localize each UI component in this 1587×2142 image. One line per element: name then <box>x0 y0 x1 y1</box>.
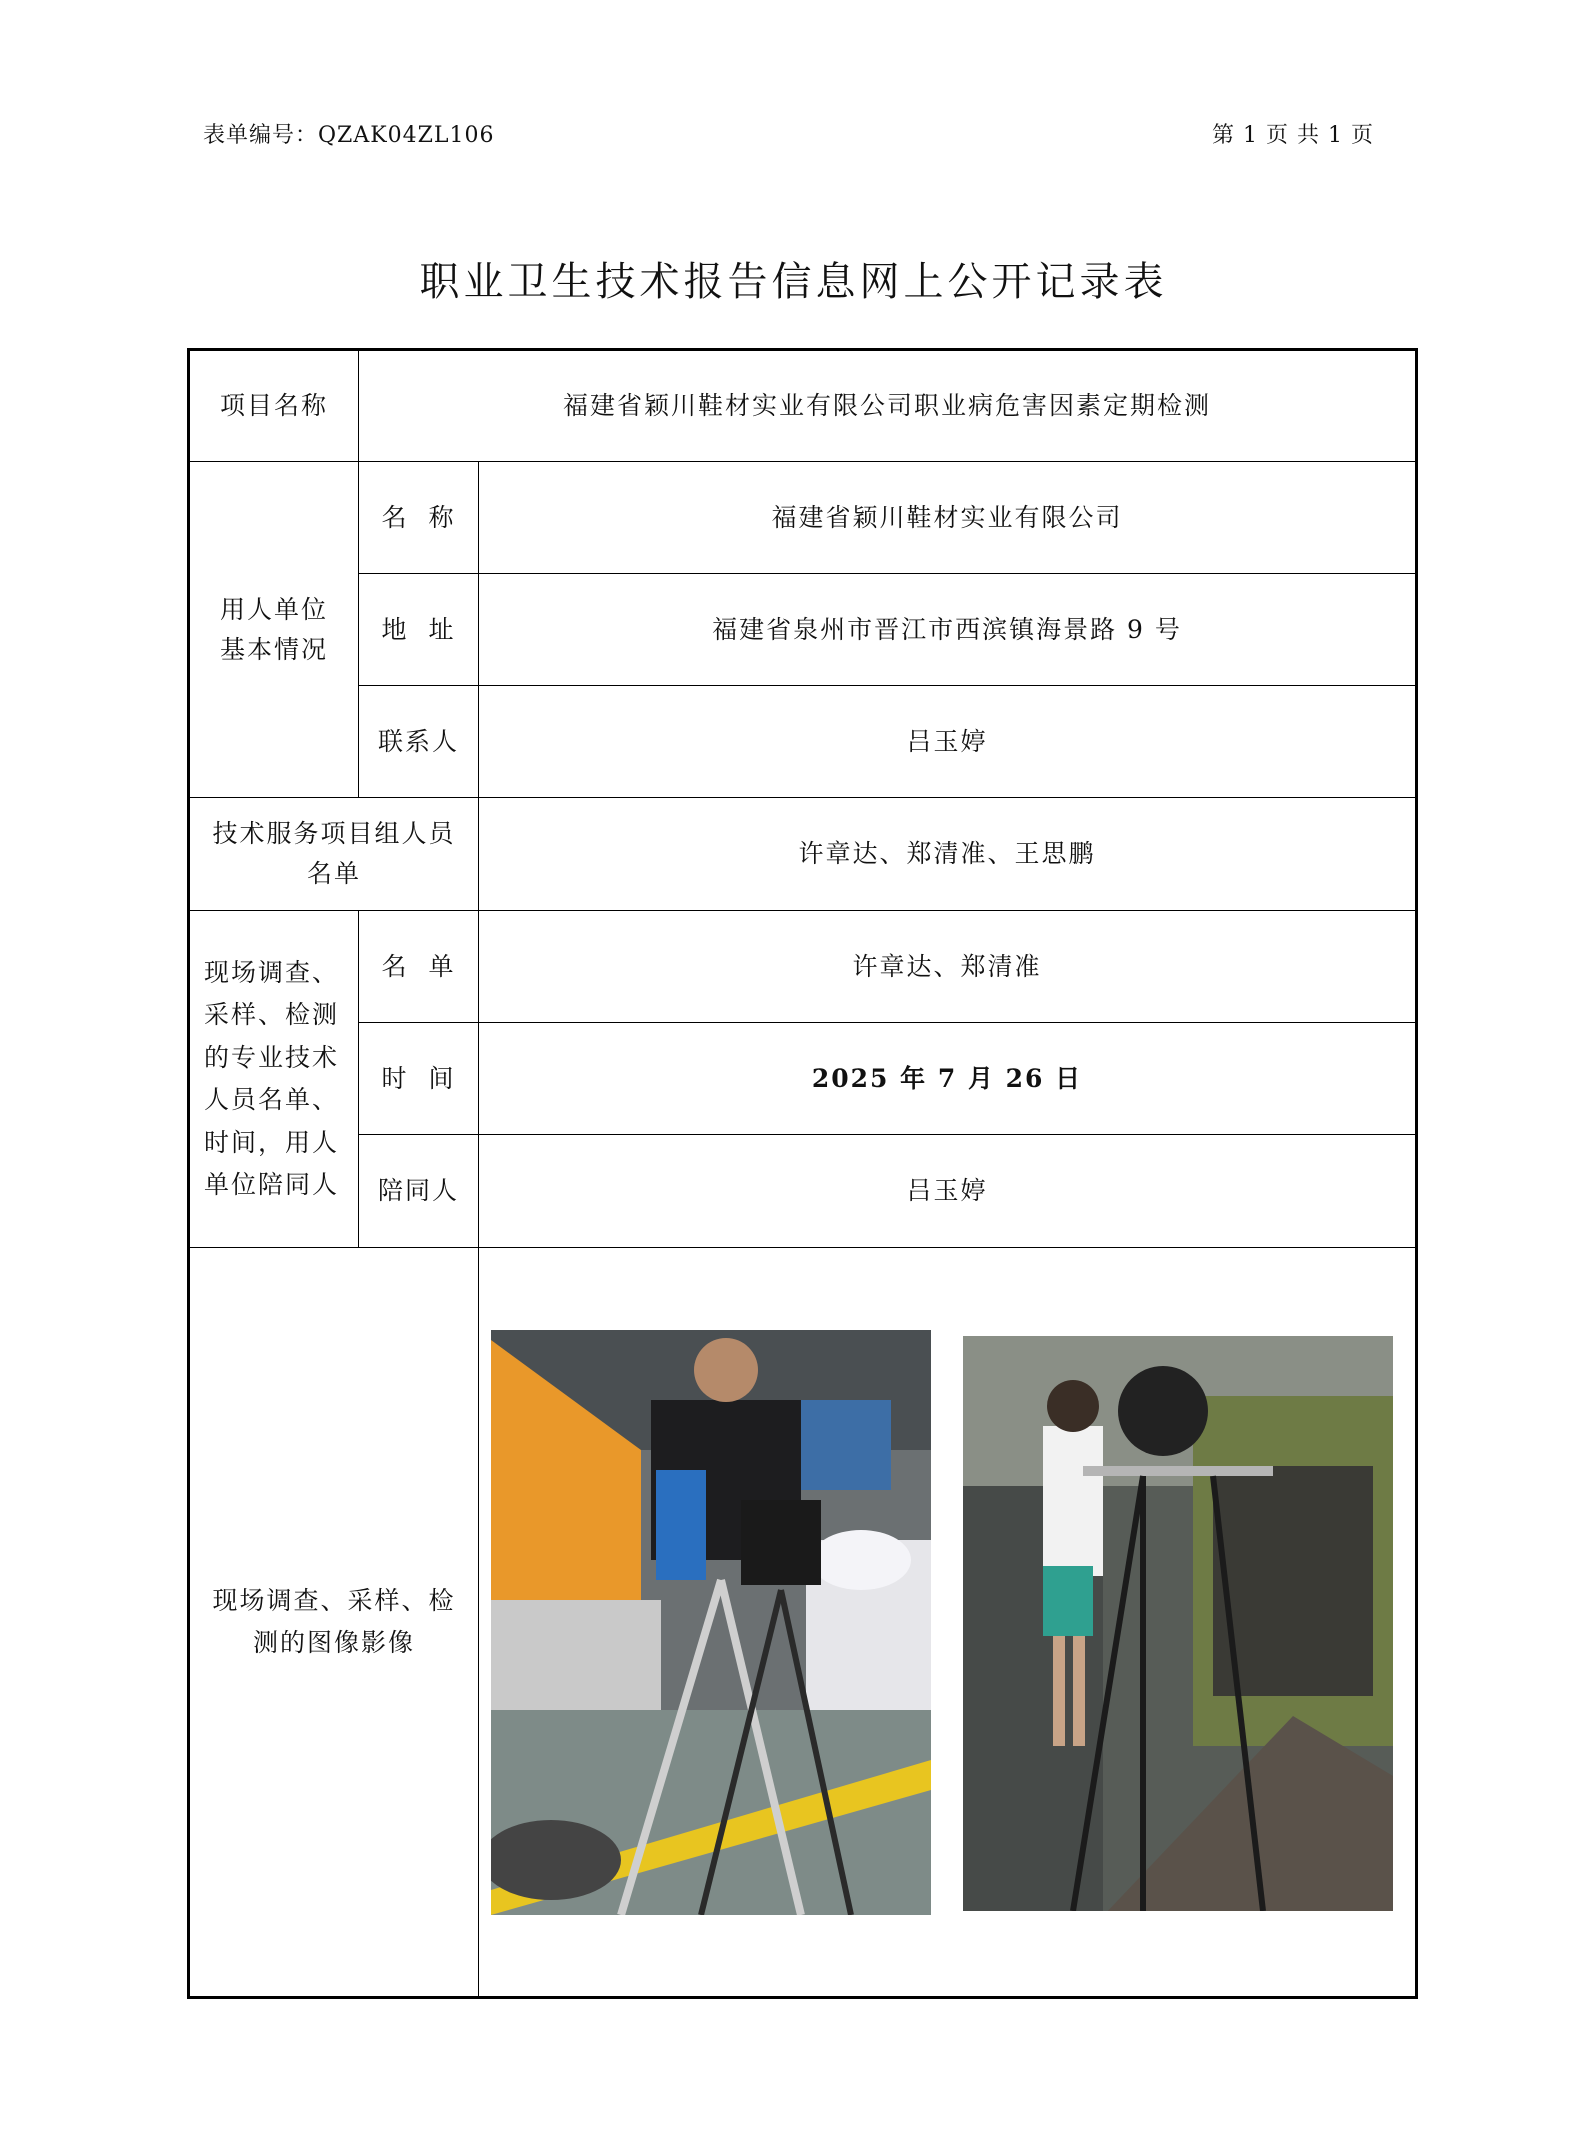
employer-name-label: 名 称 <box>359 462 479 574</box>
row-images <box>189 1248 1417 1998</box>
document-title: 职业卫生技术报告信息网上公开记录表 <box>419 259 1168 305</box>
row-project <box>189 350 1417 462</box>
record-table <box>187 348 1418 1999</box>
images-cell <box>479 1248 1417 1998</box>
row-team <box>189 798 1417 911</box>
survey-escort-value: 吕玉婷 <box>479 1135 1417 1248</box>
row-employer-name <box>189 462 1417 574</box>
row-survey-time <box>189 1023 1417 1135</box>
employer-contact-value: 吕玉婷 <box>479 686 1417 798</box>
project-label: 项目名称 <box>189 350 359 462</box>
survey-time-value: 2025 年 7 月 26 日 <box>479 1023 1417 1135</box>
survey-label: 现场调查、采样、检测的专业技术人员名单、时间，用人单位陪同人 <box>189 911 359 1248</box>
project-value: 福建省颖川鞋材实业有限公司职业病危害因素定期检测 <box>359 350 1417 462</box>
row-survey-names <box>189 911 1417 1023</box>
team-label: 技术服务项目组人员名单 <box>189 798 479 911</box>
team-value: 许章达、郑清准、王思鹏 <box>479 798 1417 911</box>
employer-address-label: 地 址 <box>359 574 479 686</box>
row-employer-address <box>189 574 1417 686</box>
page-info: 第 1 页 共 1 页 <box>1212 123 1374 148</box>
row-employer-contact <box>189 686 1417 798</box>
site-photo-noise-measurement <box>963 1336 1393 1911</box>
survey-time-label: 时 间 <box>359 1023 479 1135</box>
survey-names-value: 许章达、郑清准 <box>479 911 1417 1023</box>
employer-contact-label: 联系人 <box>359 686 479 798</box>
row-survey-escort <box>189 1135 1417 1248</box>
survey-names-label: 名 单 <box>359 911 479 1023</box>
images-label: 现场调查、采样、检测的图像影像 <box>189 1248 479 1998</box>
site-photo-sampling <box>491 1330 931 1915</box>
employer-name-value: 福建省颖川鞋材实业有限公司 <box>479 462 1417 574</box>
employer-label: 用人单位基本情况 <box>189 462 359 798</box>
employer-address-value: 福建省泉州市晋江市西滨镇海景路 9 号 <box>479 574 1417 686</box>
form-number: 表单编号：QZAK04ZL106 <box>203 123 495 148</box>
survey-escort-label: 陪同人 <box>359 1135 479 1248</box>
